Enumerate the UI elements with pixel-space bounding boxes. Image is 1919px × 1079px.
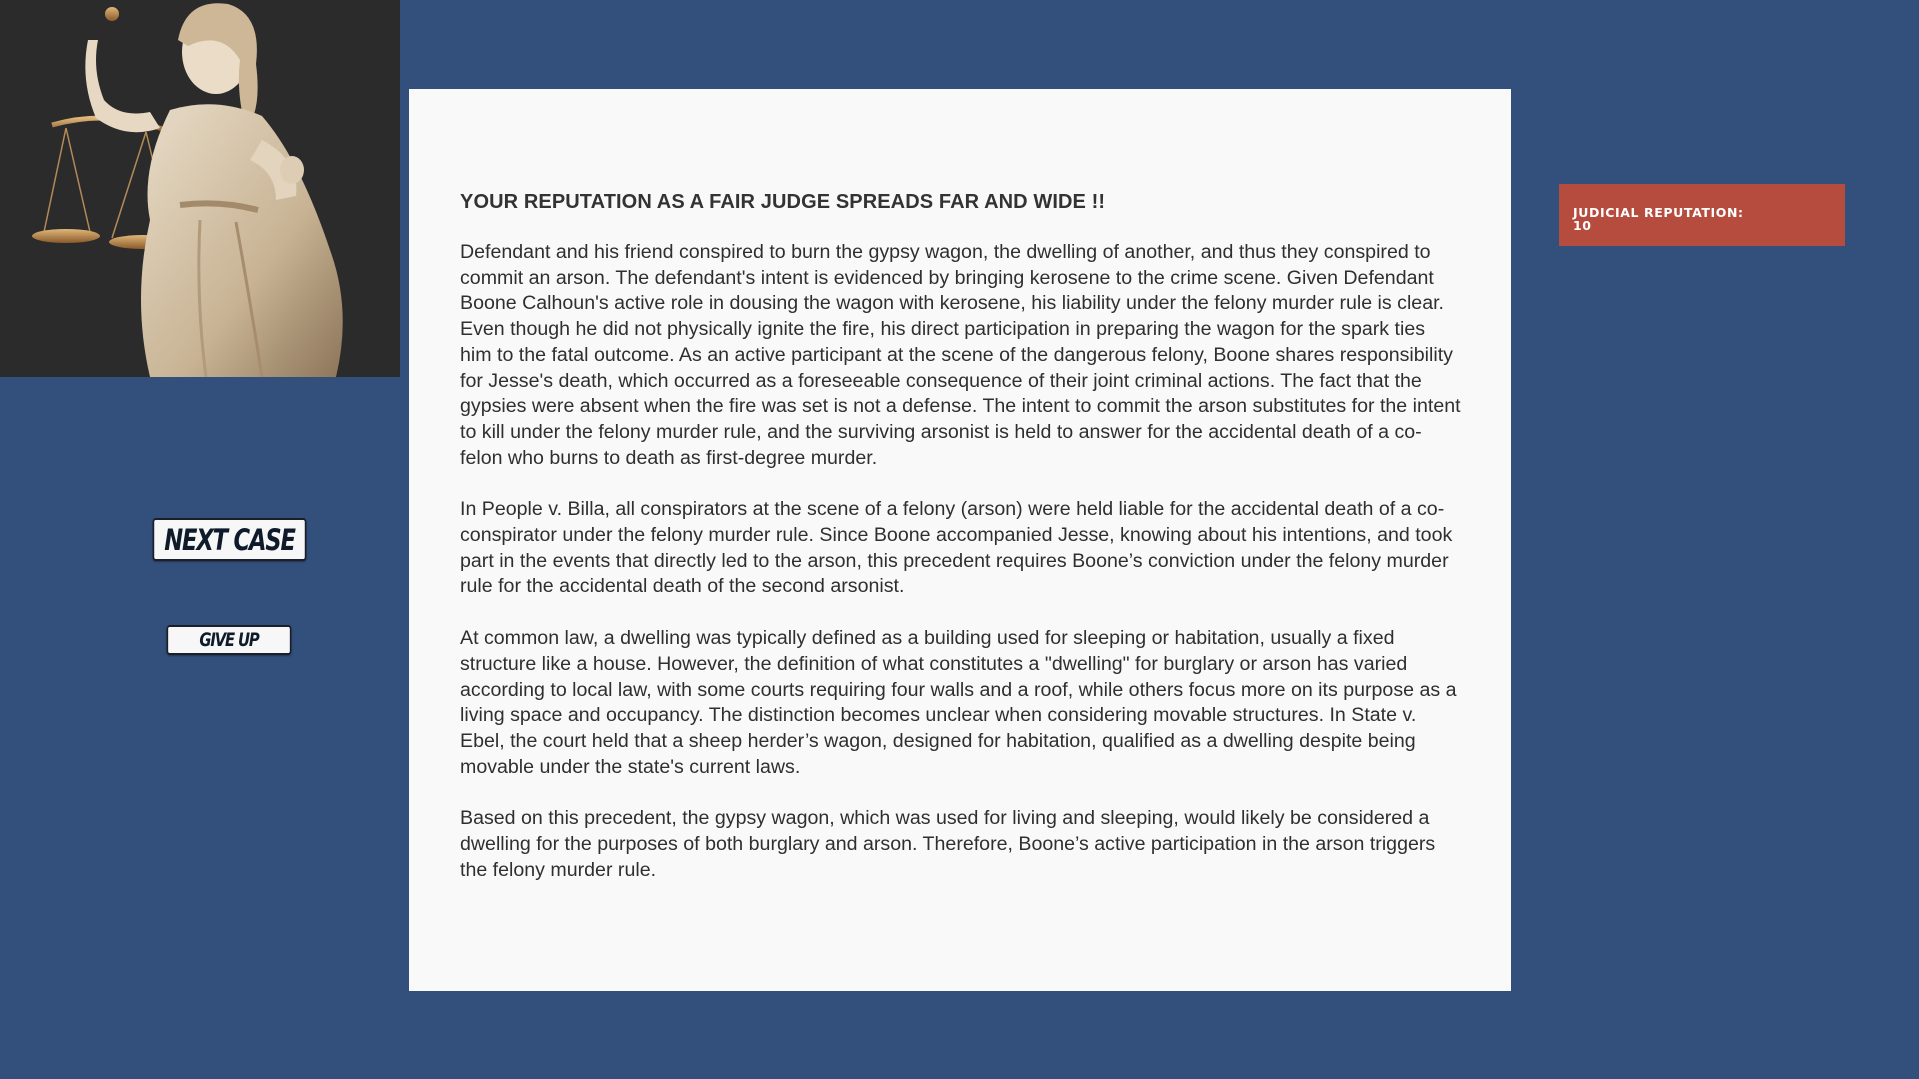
verdict-paragraph: Based on this precedent, the gypsy wagon, which was used for living and sleeping, would likely be considered a dwelling for the purposes of both burglary and arson. Therefore, Boone’s active participation in the arson triggers the felony murder rule.	[460, 807, 1436, 881]
verdict-paragraph: Defendant and his friend conspired to burn the gypsy wagon, the dwelling of another, and thus they conspired to commit an arson. The defendant's intent is evidenced by bringing kerosene to the crime scene. Given Defendant Boone Calhoun's active role in dousing the wagon with kerosene, his liability under the felony murder rule is clear. Even though he did not physically ignite the fire, his direct participation in preparing the wagon for the spark ties him to the fatal outcome. As an active participant at the scene of the dangerous felony, Boone shares responsibility for Jesse's death, which occurred as a foreseeable consequence of their joint criminal actions. The fact that the gypsies were absent when the fire was set is not a defense. The intent to commit the arson substitutes for the intent to kill under the felony murder rule, and the surviving arsonist is held to answer for the accidental death of a co-felon who burns to death as first-degree murder.	[460, 241, 1461, 469]
verdict-paragraph: At common law, a dwelling was typically defined as a building used for sleeping or habitation, usually a fixed structure like a house. However, the definition of what constitutes a "dwelling" for burglary or arson has varied according to local law, with some courts requiring four walls and a roof, while others focus more on its purpose as a living space and occupancy. The distinction becomes unclear when considering movable structures. In State v. Ebel, the court held that a sheep herder’s wagon, designed for habitation, qualified as a dwelling despite being movable under the state's current laws.	[460, 627, 1457, 778]
judicial-reputation-badge	[1559, 184, 1845, 246]
give-up-button[interactable]: GIVE UP	[167, 625, 292, 655]
reputation-value: 10	[1573, 218, 1592, 233]
verdict-paragraph: In People v. Billa, all conspirators at the scene of a felony (arson) were held liable for the accidental death of a co-conspirator under the felony murder rule. Since Boone accompanied Jesse, knowing about his intentions, and took part in the events that directly led to the arson, this precedent requires Boone’s conviction under the felony murder rule for the accidental death of the second arsonist.	[460, 498, 1453, 598]
lady-justice-image	[0, 0, 400, 377]
reputation-label: JUDICIAL REPUTATION:	[1573, 205, 1744, 220]
case-verdict-panel	[409, 89, 1511, 991]
panel-title: YOUR REPUTATION AS A FAIR JUDGE SPREADS FAR AND WIDE !!	[460, 191, 1106, 213]
next-case-button[interactable]: NEXT CASE	[153, 518, 307, 561]
lady-justice-statue-icon	[0, 0, 400, 377]
